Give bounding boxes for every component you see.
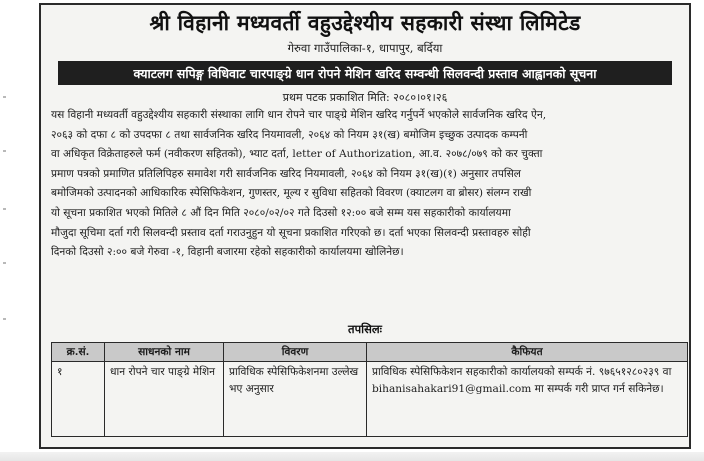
body-line: मौजुदा सूचिमा दर्ता गरी सिलवन्दी प्रस्ताव दर्ता गराउनुहुन यो सूचना प्रकाशित गरिएको छ। दर्ता भएका सिलवन्दी प्रस्तावहरु सोही [51, 226, 531, 239]
notice-headline: क्याटलग सपिङ्ग विधिवाट चारपाङ्ग्रे धान रोपने मेशिन खरिद सम्वन्धी सिलवन्दी प्रस्ताव आह्वानको सूचना [58, 61, 672, 85]
organization-address: गेरुवा गाउँपालिका-१, धापापुर, बर्दिया [287, 41, 443, 55]
notice-clipping [39, 3, 691, 449]
page-bottom-edge [0, 452, 704, 461]
organization-title: श्री विहानी मध्यवर्ती वहुउद्देश्यीय सहकारी संस्था लिमिटेड [149, 10, 581, 35]
cell-remarks: प्राविधिक स्पेसिफिकेशन सहकारीको कार्यालयको सम्पर्क नं. ९७६५१२८०२३९ वा bihanisahakari91@gmail.com मा सम्पर्क गरी प्राप्त गर्न सकिनेछ। [367, 362, 688, 437]
notice-body [51, 106, 679, 263]
header-remarks: कैफियत [367, 343, 688, 362]
cell-item-name: धान रोपने चार पाङ्ग्रे मेशिन [105, 362, 224, 437]
table-row [52, 362, 688, 437]
body-line: यस विहानी मध्यवर्ती वहुउद्देश्यीय सहकारी संस्थाका लागि धान रोपने चार पाङ्ग्रे मेशिन खरिद गर्नुपर्ने भएकोले सार्वजनिक खरिद ऐन, [51, 109, 547, 121]
cell-serial: १ [52, 362, 105, 437]
table-header-row [52, 343, 688, 362]
header-description: विवरण [224, 343, 367, 362]
body-line: वा अधिकृत विक्रेताहरुले फर्म (नवीकरण सहितको), भ्याट दर्ता, letter of Authorization, आ.व. २०७८/०७९ को कर चुक्ता [51, 148, 543, 161]
body-line: २०६३ को दफा ८ को उपदफा ८ तथा सार्वजनिक खरिद नियमावली, २०६४ को नियम ३१(ख) बमोजिम इच्छुक उत्पादक कम्पनी [51, 128, 528, 141]
first-published-date: प्रथम पटक प्रकाशित मिति: २०८०।०१।२६ [282, 91, 448, 104]
page-edge [0, 0, 14, 461]
body-line: प्रमाण पत्रको प्रमाणित प्रतिलिपिहरु समावेश गरी सार्वजनिक खरिद नियमावली, २०६४ को नियम ३१(ख)(१) अनुसार तपसिल [51, 167, 521, 180]
body-line: बमोजिमको उत्पादनको आधिकारिक स्पेसिफिकेशन, गुणस्तर, मूल्य र सुविधा सहितको विवरण (क्याटलग वा ब्रोसर) संलग्न राखी [51, 187, 532, 200]
body-line: यो सूचना प्रकाशित भएको मितिले ८ औं दिन मिति २०८०/०२/०२ गते दिउसो १२:०० बजे सम्म यस सहकारीको कार्यालयमा [51, 206, 511, 219]
cell-description: प्राविधिक स्पेसिफिकेशनमा उल्लेख भए अनुसार [224, 362, 367, 437]
details-table [51, 342, 688, 437]
header-item-name: साधनको नाम [105, 343, 224, 362]
details-heading: तपसिलः [348, 322, 382, 336]
header-serial: क्र.सं. [52, 343, 105, 362]
body-line: दिनको दिउसो २:०० बजे गेरुवा -१, विहानी बजारमा रहेको सहकारीको कार्यालयमा खोलिनेछ। [51, 246, 404, 259]
